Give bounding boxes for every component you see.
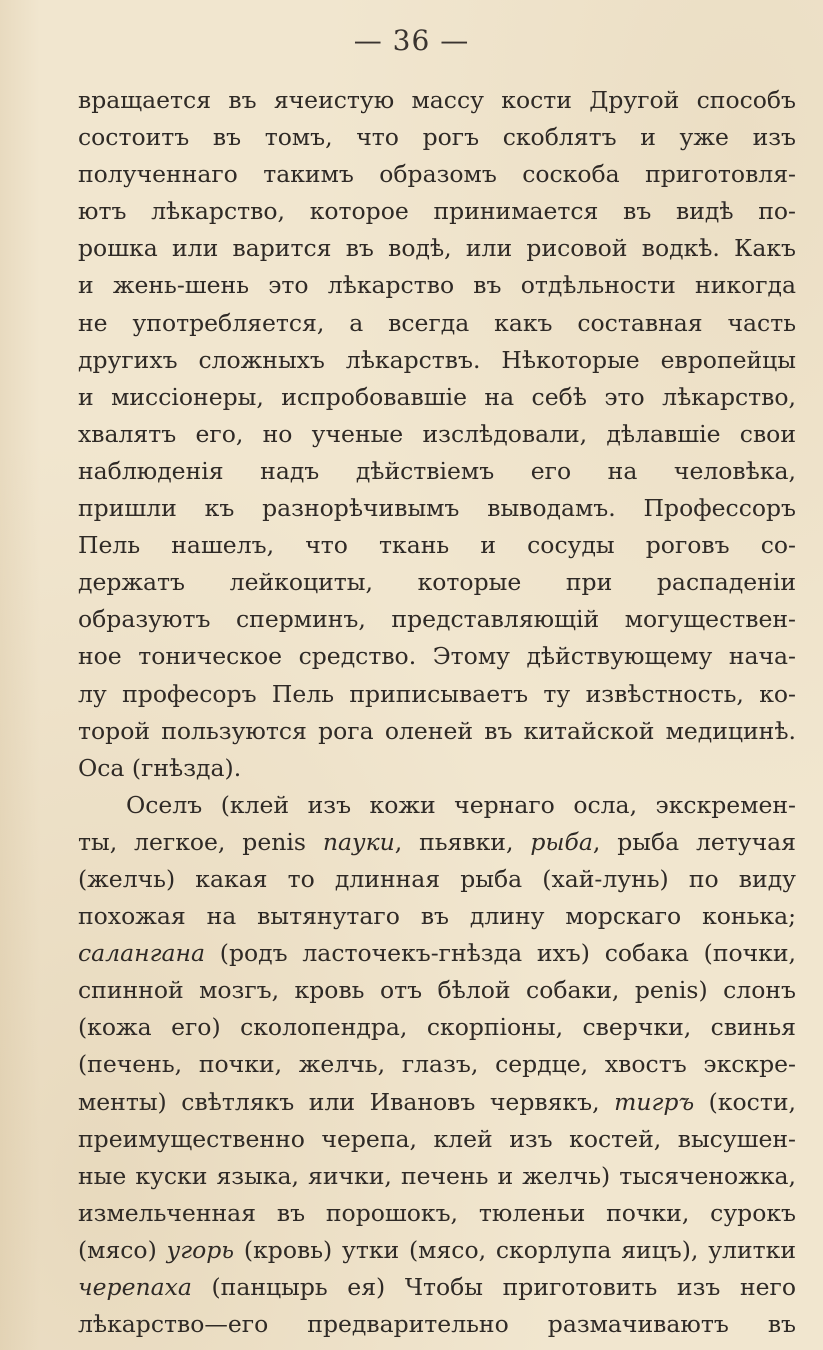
italic-term: пауки [322, 827, 395, 856]
text-segment: торой пользуются рога оленей въ китайской медицинѣ. [78, 716, 796, 745]
text-line [78, 935, 796, 972]
text-segment: рошка или варится въ водѣ, или рисовой водкѣ. Какъ [78, 234, 796, 263]
text-segment: (кости, [694, 1087, 796, 1116]
text-line [78, 972, 796, 1009]
text-segment: (панцырь ея) Чтобы приготовить изъ него [191, 1273, 796, 1301]
text-line [78, 230, 796, 267]
italic-term: угорь [166, 1235, 235, 1264]
text-line [78, 490, 796, 527]
text-segment: Пель нашелъ, что ткань и сосуды роговъ со- [78, 531, 796, 560]
text-line [78, 750, 796, 787]
text-segment: лѣкарство—его предварительно размачиваютъ въ [78, 1310, 796, 1339]
text-line [78, 156, 796, 193]
page-number: — 36 — [353, 24, 470, 57]
italic-term: рыба [530, 827, 593, 856]
body-text [78, 82, 796, 1343]
text-segment: (кровь) утки (мясо, скорлупа яицъ), улитки [234, 1235, 796, 1264]
italic-term: черепаха [78, 1273, 192, 1301]
text-line [78, 379, 796, 416]
text-segment: хвалятъ его, но ученые изслѣдовали, дѣлавшiе свои [78, 419, 796, 448]
text-line [78, 416, 796, 453]
text-line [78, 193, 796, 230]
text-segment: спинной мозгъ, кровь отъ бѣлой собаки, penis) слонъ [78, 976, 796, 1005]
text-line [78, 1046, 796, 1083]
text-segment: и жень-шень это лѣкарство въ отдѣльности никогда [78, 271, 796, 300]
text-segment: держатъ лейкоциты, которые при распаденiи [78, 568, 796, 597]
text-line [78, 861, 796, 898]
text-segment: измельченная въ порошокъ, тюленьи почки, сурокъ [78, 1198, 796, 1227]
text-segment: Оселъ (клей изъ кожи чернаго осла, экскремен- [126, 790, 796, 819]
text-line [78, 1084, 796, 1121]
text-line [78, 787, 796, 824]
text-line [78, 601, 796, 638]
text-segment: лу професоръ Пель приписываетъ ту извѣстность, ко- [78, 679, 796, 708]
text-segment: ты, легкое, penis [78, 827, 323, 856]
text-segment: (печень, почки, желчь, глазъ, сердце, хвостъ экскре- [78, 1050, 796, 1079]
text-segment: полученнаго такимъ образомъ соскоба приготовля- [78, 160, 796, 189]
text-segment: образуютъ сперминъ, представляющiй могуществен- [78, 605, 796, 634]
text-line [78, 638, 796, 675]
text-line [78, 1195, 796, 1232]
text-line [78, 1269, 796, 1306]
text-segment: (родъ ласточекъ-гнѣзда ихъ) собака (почки, [205, 939, 796, 968]
text-line [78, 82, 796, 119]
text-line [78, 1306, 796, 1343]
text-segment: не употребляется, а всегда какъ составная часть [78, 308, 796, 337]
text-segment: ное тоническое средство. Этому дѣйствующему нача- [78, 642, 796, 671]
text-segment: ные куски языка, яички, печень и желчь) тысяченожка, [78, 1161, 796, 1190]
text-segment: , рыба летучая [592, 827, 797, 856]
text-line [78, 342, 796, 379]
text-segment: похожая на вытянутаго въ длину морскаго конька; [78, 902, 796, 931]
text-line [78, 1121, 796, 1158]
text-line [78, 453, 796, 490]
text-segment: другихъ сложныхъ лѣкарствъ. Нѣкоторые европейцы [78, 345, 796, 374]
text-segment: и миссiонеры, испробовавшiе на себѣ это лѣкарство, [78, 382, 796, 411]
text-segment: вращается въ ячеистую массу кости Другой способъ [78, 86, 796, 114]
text-line [78, 713, 796, 750]
text-segment: (желчь) какая то длинная рыба (хай-лунь) по виду [78, 864, 796, 893]
text-segment: (мясо) [78, 1235, 167, 1264]
text-segment: пришли къ разнорѣчивымъ выводамъ. Профессоръ [78, 494, 796, 523]
italic-term: салангана [78, 939, 206, 968]
text-line [78, 119, 796, 156]
text-segment: наблюденiя надъ дѣйствiемъ его на человѣка, [78, 456, 796, 485]
text-line [78, 267, 796, 304]
text-segment: преимущественно черепа, клей изъ костей, высушен- [78, 1124, 796, 1153]
text-segment: ютъ лѣкарство, которое принимается въ видѣ по- [78, 197, 796, 226]
text-line [78, 1009, 796, 1046]
text-line [78, 305, 796, 342]
text-line [78, 527, 796, 564]
text-line [78, 898, 796, 935]
text-segment: менты) свѣтлякъ или Ивановъ червякъ, [78, 1087, 615, 1116]
text-line [78, 1232, 796, 1269]
text-line [78, 564, 796, 601]
italic-term: тигръ [614, 1087, 695, 1116]
text-line [78, 1158, 796, 1195]
text-segment: состоитъ въ томъ, что рогъ скоблятъ и уже изъ [78, 123, 796, 152]
text-segment: (кожа его) сколопендра, скорпiоны, сверчки, свинья [78, 1013, 796, 1042]
text-line [78, 676, 796, 713]
text-line [78, 824, 796, 861]
text-segment: Оса (гнѣзда). [78, 753, 242, 782]
text-segment: , пьявки, [394, 827, 531, 856]
